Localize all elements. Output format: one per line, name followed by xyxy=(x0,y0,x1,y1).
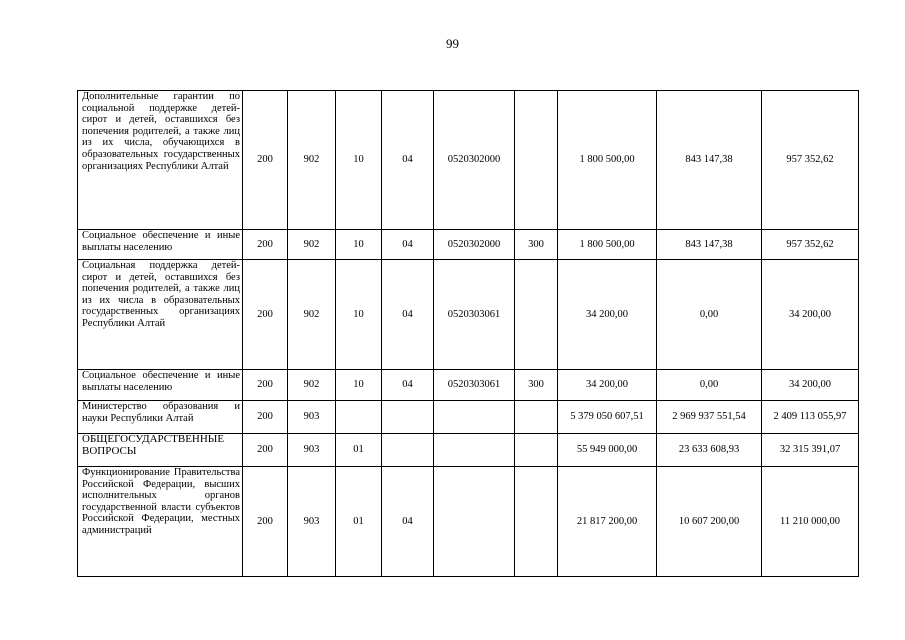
cell-col7: 21 817 200,00 xyxy=(558,467,657,577)
table-row xyxy=(78,434,859,467)
cell-col1: 200 xyxy=(243,467,288,577)
cell-col6 xyxy=(515,91,558,230)
cell-col3: 10 xyxy=(336,260,382,370)
cell-col7: 1 800 500,00 xyxy=(558,91,657,230)
cell-col8: 843 147,38 xyxy=(657,91,762,230)
table-row xyxy=(78,370,859,401)
cell-col5 xyxy=(434,434,515,467)
cell-col8: 10 607 200,00 xyxy=(657,467,762,577)
cell-col8: 2 969 937 551,54 xyxy=(657,401,762,434)
cell-col5: 0520303061 xyxy=(434,260,515,370)
cell-col2: 903 xyxy=(288,434,336,467)
row-name xyxy=(78,91,243,230)
cell-col9: 957 352,62 xyxy=(762,91,859,230)
budget-table xyxy=(77,90,859,577)
cell-col7: 55 949 000,00 xyxy=(558,434,657,467)
row-name xyxy=(78,434,243,467)
cell-col7: 34 200,00 xyxy=(558,260,657,370)
row-name xyxy=(78,401,243,434)
cell-col7: 34 200,00 xyxy=(558,370,657,401)
cell-col4: 04 xyxy=(382,370,434,401)
cell-col5: 0520303061 xyxy=(434,370,515,401)
cell-col6: 300 xyxy=(515,230,558,260)
cell-col1: 200 xyxy=(243,401,288,434)
row-name-text: Функционирование Правительства Российской Федерации, высших исполнительных органов государственной власти субъектов Российской Федерации, местных администраций xyxy=(82,467,240,536)
cell-col1: 200 xyxy=(243,230,288,260)
cell-col4: 04 xyxy=(382,467,434,577)
row-name xyxy=(78,230,243,260)
cell-col2: 902 xyxy=(288,370,336,401)
cell-col3: 01 xyxy=(336,467,382,577)
cell-col5: 0520302000 xyxy=(434,91,515,230)
table-row xyxy=(78,260,859,370)
table-row xyxy=(78,467,859,577)
row-name-text: Социальное обеспечение и иные выплаты населению xyxy=(82,370,240,393)
cell-col6: 300 xyxy=(515,370,558,401)
cell-col3: 01 xyxy=(336,434,382,467)
cell-col3 xyxy=(336,401,382,434)
cell-col4 xyxy=(382,434,434,467)
cell-col8: 0,00 xyxy=(657,260,762,370)
cell-col2: 902 xyxy=(288,260,336,370)
row-name-text: Дополнительные гарантии по социальной поддержке детей-сирот и детей, оставшихся без попечения родителей, а также лиц из их числа, обучающихся в образовательных государственных организациях Республики Алтай xyxy=(82,91,240,172)
cell-col3: 10 xyxy=(336,91,382,230)
cell-col8: 0,00 xyxy=(657,370,762,401)
table-row xyxy=(78,401,859,434)
cell-col8: 23 633 608,93 xyxy=(657,434,762,467)
row-name xyxy=(78,260,243,370)
cell-col6 xyxy=(515,467,558,577)
cell-col5 xyxy=(434,467,515,577)
row-name-text: ОБЩЕГОСУДАРСТВЕННЫЕ ВОПРОСЫ xyxy=(82,433,225,457)
cell-col1: 200 xyxy=(243,434,288,467)
cell-col9: 34 200,00 xyxy=(762,260,859,370)
cell-col5: 0520302000 xyxy=(434,230,515,260)
cell-col4: 04 xyxy=(382,260,434,370)
cell-col4: 04 xyxy=(382,230,434,260)
cell-col9: 32 315 391,07 xyxy=(762,434,859,467)
cell-col6 xyxy=(515,401,558,434)
cell-col7: 1 800 500,00 xyxy=(558,230,657,260)
cell-col2: 902 xyxy=(288,91,336,230)
cell-col4: 04 xyxy=(382,91,434,230)
cell-col4 xyxy=(382,401,434,434)
cell-col3: 10 xyxy=(336,370,382,401)
cell-col9: 11 210 000,00 xyxy=(762,467,859,577)
cell-col2: 903 xyxy=(288,467,336,577)
cell-col2: 903 xyxy=(288,401,336,434)
cell-col6 xyxy=(515,260,558,370)
page-number: 99 xyxy=(446,36,459,51)
row-name-text: Министерство образования и науки Республики Алтай xyxy=(82,401,240,424)
table-row xyxy=(78,230,859,260)
cell-col9: 957 352,62 xyxy=(762,230,859,260)
table-row xyxy=(78,91,859,230)
cell-col6 xyxy=(515,434,558,467)
row-name-text: Социальная поддержка детей-сирот и детей, оставшихся без попечения родителей, а также лиц из их числа в образовательных государственных организациях Республики Алтай xyxy=(82,260,240,329)
cell-col5 xyxy=(434,401,515,434)
cell-col1: 200 xyxy=(243,260,288,370)
cell-col9: 2 409 113 055,97 xyxy=(762,401,859,434)
cell-col7: 5 379 050 607,51 xyxy=(558,401,657,434)
row-name xyxy=(78,467,243,577)
cell-col2: 902 xyxy=(288,230,336,260)
cell-col1: 200 xyxy=(243,370,288,401)
cell-col8: 843 147,38 xyxy=(657,230,762,260)
cell-col9: 34 200,00 xyxy=(762,370,859,401)
cell-col1: 200 xyxy=(243,91,288,230)
row-name xyxy=(78,370,243,401)
cell-col3: 10 xyxy=(336,230,382,260)
row-name-text: Социальное обеспечение и иные выплаты населению xyxy=(82,230,240,253)
